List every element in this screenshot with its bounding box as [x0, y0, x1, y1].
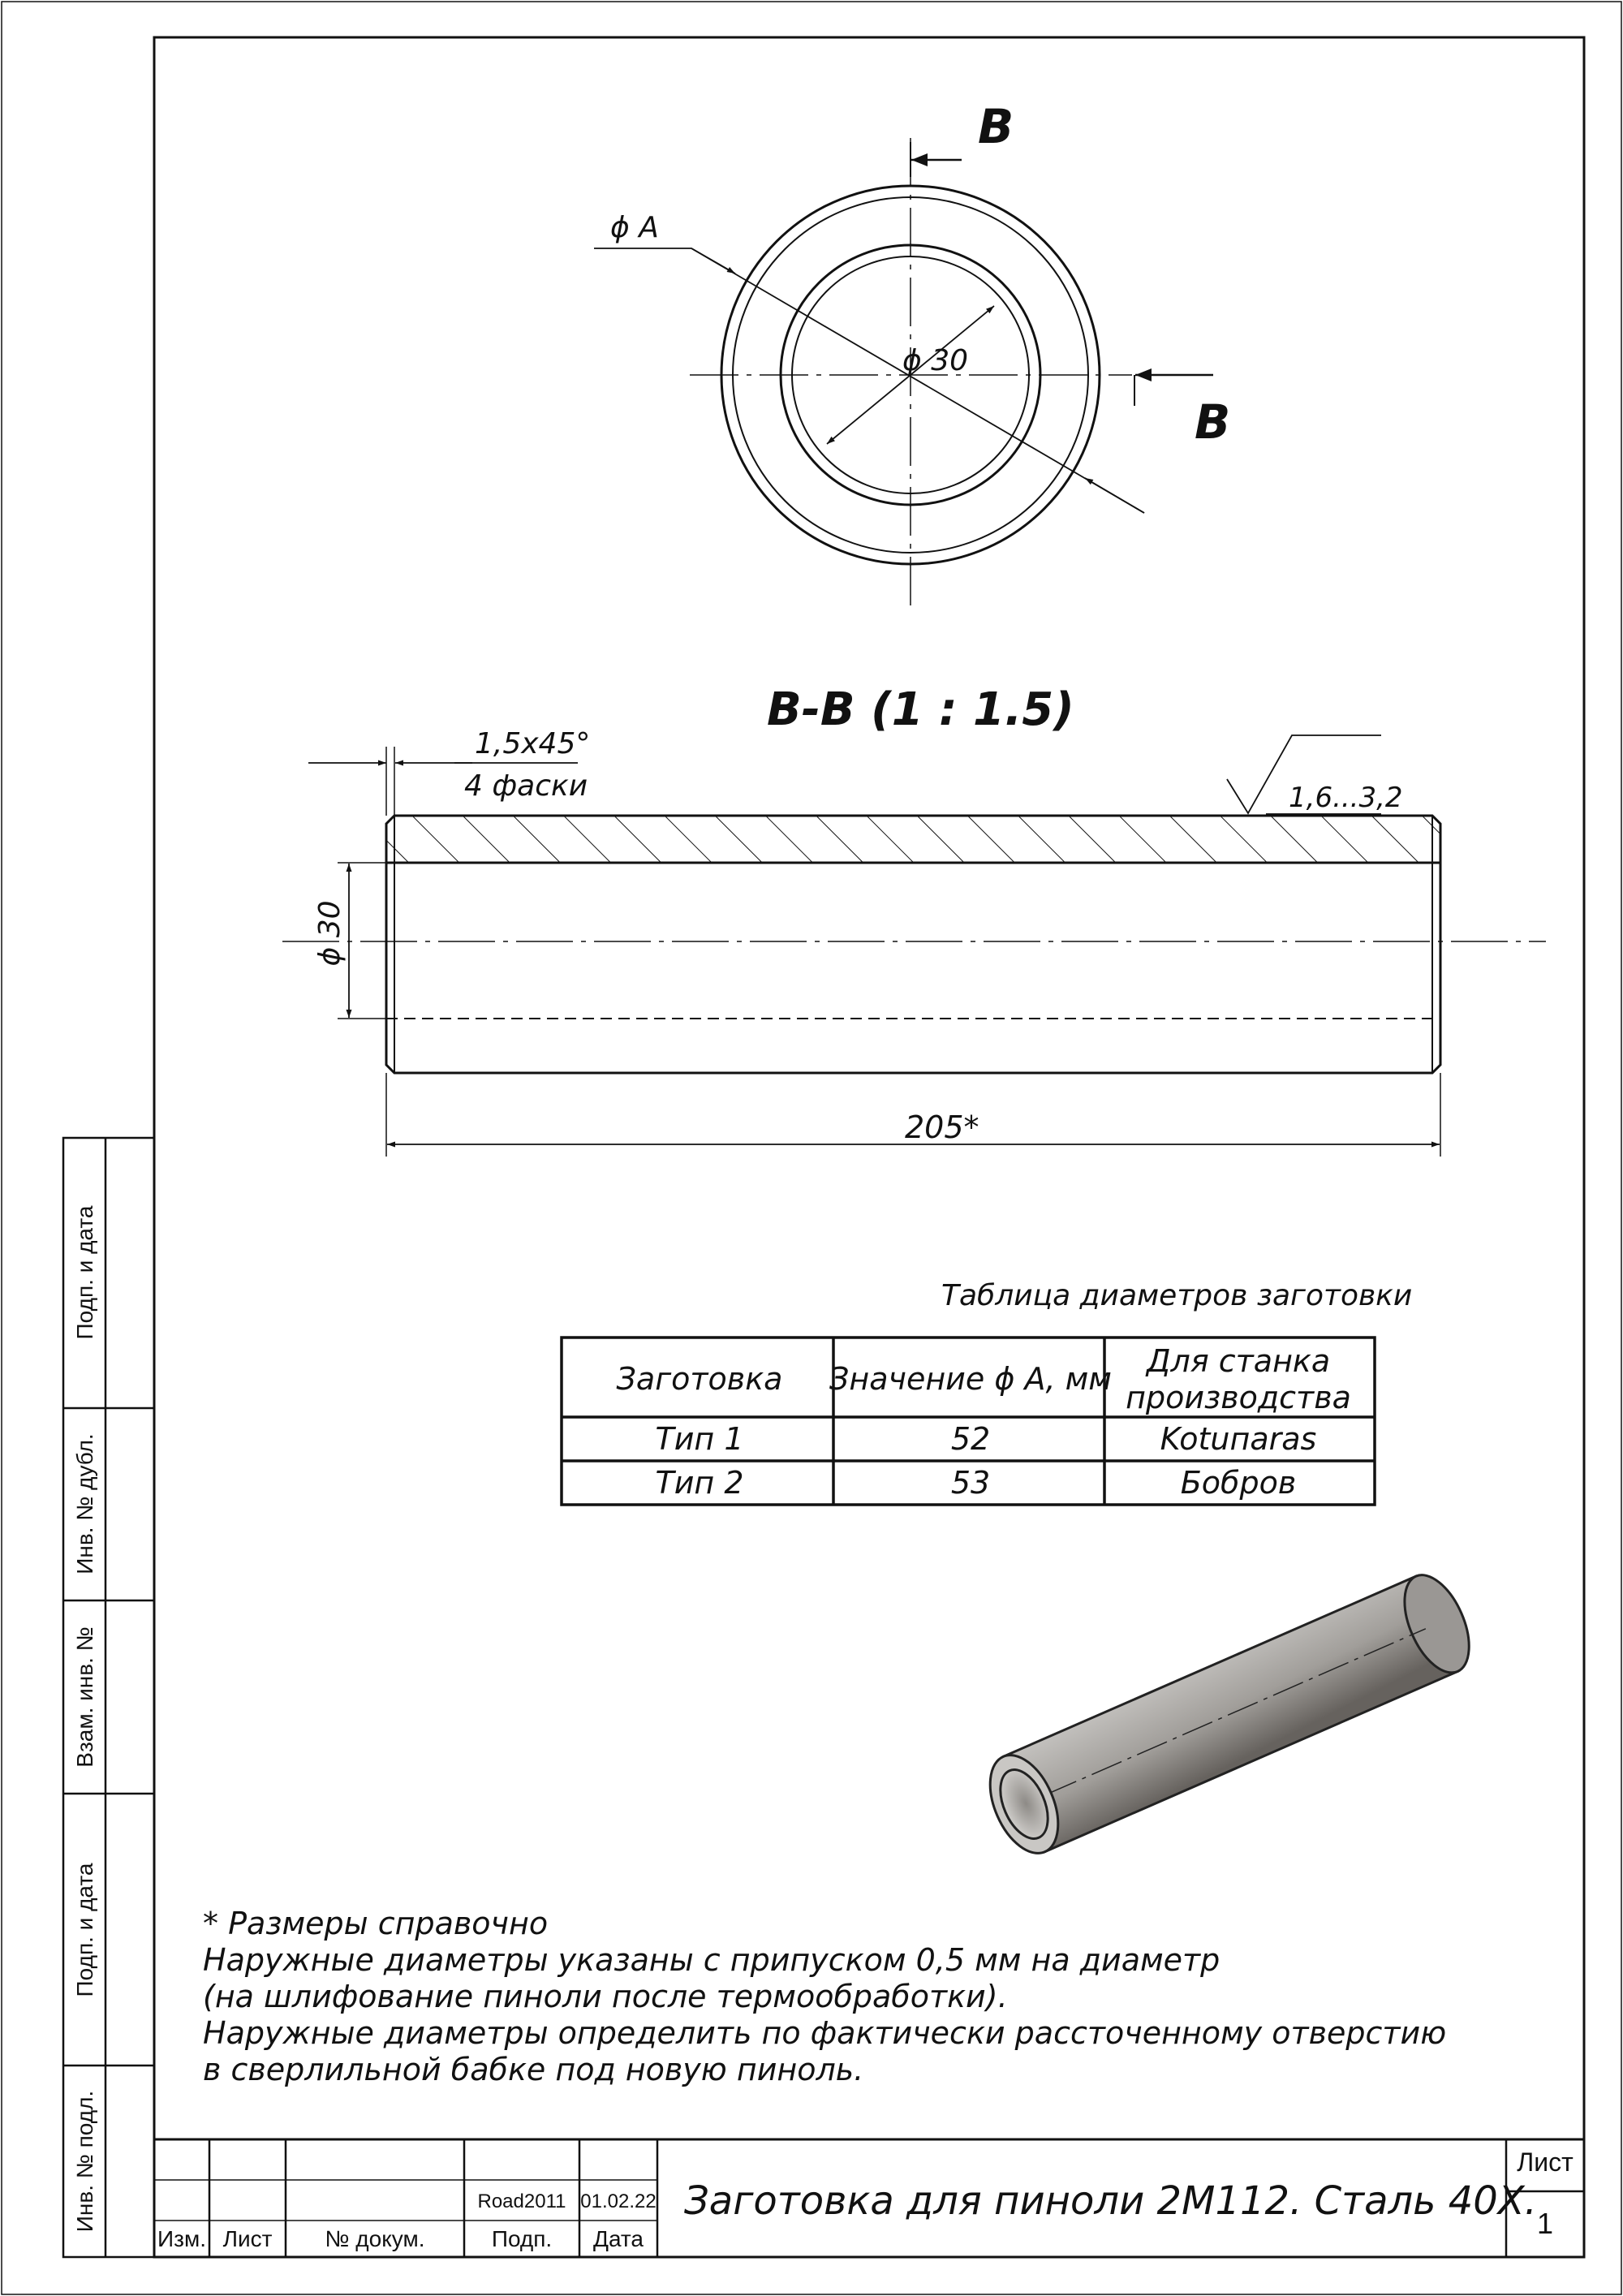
- table-header-machine-2: производства: [1126, 1380, 1351, 1415]
- tb-izm: Изм.: [157, 2226, 206, 2251]
- side-stamp: [63, 1138, 154, 2257]
- table-cell: Тип 1: [655, 1421, 744, 1457]
- sheet-label: Лист: [1517, 2147, 1573, 2177]
- stamp-vzam-inv: Взам. инв. №: [72, 1626, 97, 1768]
- chamfer-label: 1,5x45°: [475, 727, 591, 760]
- tb-signer: Road2011: [477, 2190, 566, 2212]
- roughness-label: 1,6...3,2: [1289, 782, 1403, 814]
- stamp-podp-data-2: Подп. и дата: [72, 1863, 97, 1997]
- table-row: [655, 1421, 1316, 1457]
- table-header-blank: Заготовка: [616, 1361, 783, 1397]
- table-cell: 52: [950, 1421, 991, 1457]
- tb-date: 01.02.22: [580, 2190, 657, 2212]
- chamfer-note: 4 фаски: [464, 769, 588, 803]
- drawing-title: Заготовка для пиноли 2М112. Сталь 40Х.: [684, 2178, 1537, 2224]
- note-line-3: (на шлифование пиноли после термообработки).: [203, 1979, 1008, 2014]
- note-line-2: Наружные диаметры указаны с припуском 0,5 мм на диаметр: [203, 1942, 1220, 1978]
- table-header-value: Значение ϕ А, мм: [829, 1361, 1112, 1397]
- end-view: [594, 99, 1230, 613]
- sheet-number: 1: [1536, 2207, 1554, 2240]
- table-header-machine-1: Для станка: [1146, 1343, 1331, 1379]
- bore-diameter-label: ϕ 30: [313, 900, 347, 967]
- notes: [203, 1906, 1446, 2087]
- tb-data: Дата: [592, 2226, 644, 2251]
- diameter-table: [562, 1279, 1412, 1505]
- stamp-inv-dubl: Инв. № дубл.: [72, 1433, 97, 1574]
- section-title: B-B (1 : 1.5): [767, 683, 1074, 736]
- table-title: Таблица диаметров заготовки: [941, 1279, 1413, 1312]
- stamp-podp-data-1: Подп. и дата: [72, 1205, 97, 1340]
- note-line-1: * Размеры справочно: [203, 1906, 549, 1941]
- tb-podp: Подп.: [491, 2226, 553, 2251]
- table-cell: Бобров: [1180, 1465, 1297, 1501]
- title-block: [154, 2139, 1584, 2257]
- section-view: [282, 683, 1546, 1157]
- table-cell: Тип 2: [655, 1465, 744, 1501]
- note-line-5: в сверлильной бабке под новую пиноль.: [203, 2052, 864, 2087]
- inner-diameter-label: ϕ 30: [902, 344, 968, 377]
- section-marker-top: B: [978, 99, 1014, 154]
- table-cell: 53: [950, 1465, 991, 1501]
- tb-dokum: № докум.: [325, 2226, 425, 2251]
- table-cell: Kotuпaras: [1160, 1421, 1317, 1457]
- length-label: 205*: [905, 1109, 979, 1145]
- stamp-inv-podl: Инв. № подл.: [72, 2090, 97, 2233]
- table-row: [655, 1465, 1296, 1501]
- tube-3d-image: [976, 1566, 1482, 1863]
- tb-list: Лист: [222, 2226, 273, 2251]
- note-line-4: Наружные диаметры определить по фактически рассточенному отверстию: [203, 2015, 1447, 2051]
- outer-diameter-label: ϕ A: [610, 211, 659, 244]
- section-marker-bottom: B: [1195, 394, 1231, 450]
